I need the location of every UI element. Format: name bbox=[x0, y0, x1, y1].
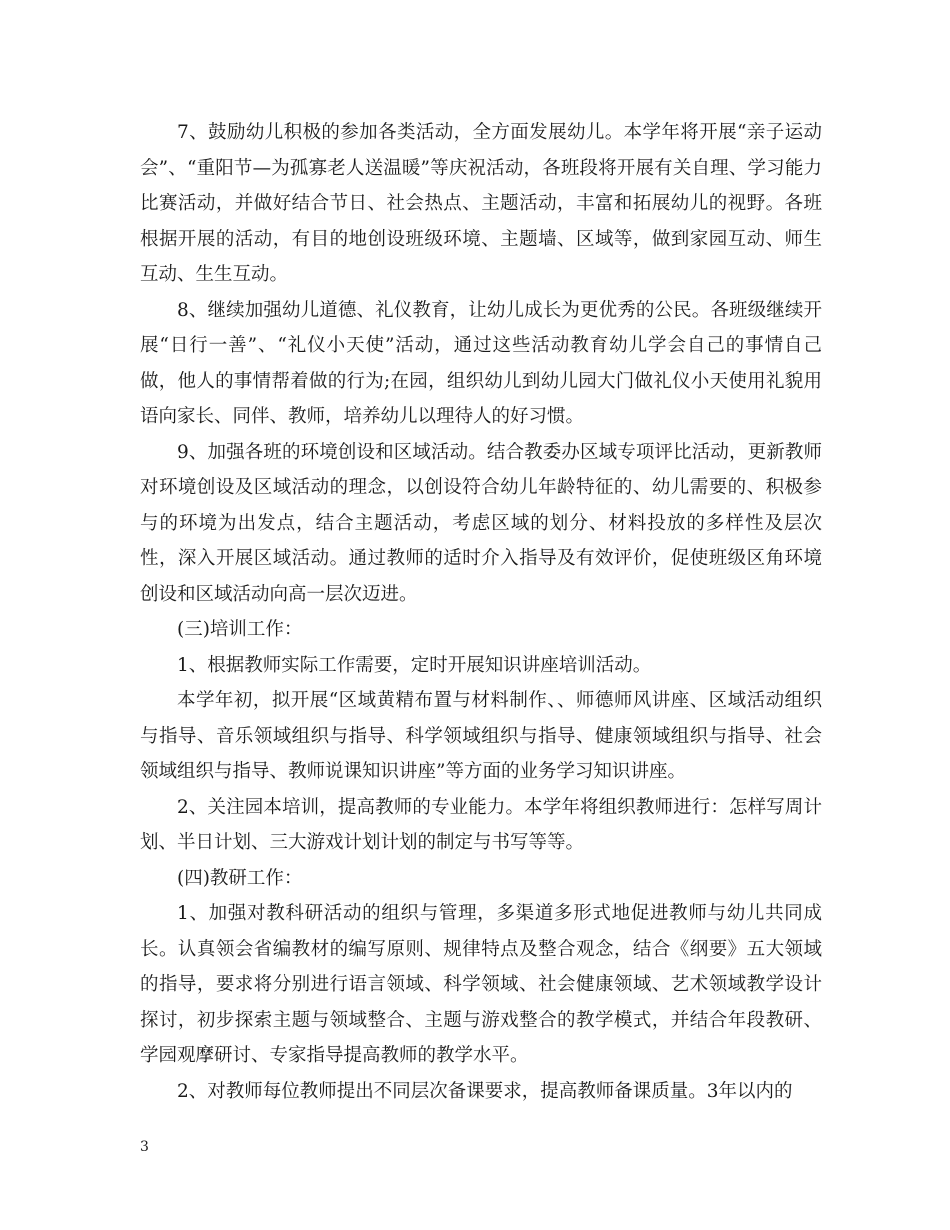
section-heading-training: (三)培训工作： bbox=[177, 619, 303, 640]
paragraph-research-1: 1、加强对教科研活动的组织与管理，多渠道多形式地促进教师与幼儿共同成长。认真领会省编教材的编写原则、规律特点及整合观念，结合《纲要》五大领域的指导，要求将分别进行语言领域、科学领域、社会健康领域、艺术领域教学设计探讨，初步探索主题与领域整合、主题与游戏整合的教学模式，并结合年段教研、学园观摩研讨、专家指导提高教师的教学水平。 bbox=[140, 903, 822, 1066]
paragraph-item-9: 9、加强各班的环境创设和区域活动。结合教委办区域专项评比活动，更新教师对环境创设及区域活动的理念，以创设符合幼儿年龄特征的、幼儿需要的、积极参与的环境为出发点，结合主题活动，考虑区域的划分、材料投放的多样性及层次性，深入开展区域活动。通过教师的适时介入指导及有效评价，促使班级区角环境创设和区域活动向高一层次迈进。 bbox=[140, 441, 822, 605]
document-body bbox=[140, 115, 822, 1109]
paragraph-item-8: 8、继续加强幼儿道德、礼仪教育，让幼儿成长为更优秀的公民。各班级继续开展“日行一善”、“礼仪小天使”活动，通过这些活动教育幼儿学会自己的事情自己做，他人的事情帮着做的行为;在园，组织幼儿到幼儿园大门做礼仪小天使用礼貌用语向家长、同伴、教师，培养幼儿以理待人的好习惯。 bbox=[140, 299, 822, 427]
section-heading-research: (四)教研工作： bbox=[177, 867, 303, 889]
paragraph-research-2: 2、对教师每位教师提出不同层次备课要求，提高教师备课质量。3年以内的 bbox=[177, 1080, 793, 1102]
paragraph-training-2: 2、关注园本培训，提高教师的专业能力。本学年将组织教师进行：怎样写周计划、半日计划、三大游戏计划计划的制定与书写等等。 bbox=[140, 796, 822, 853]
paragraph-training-1: 1、根据教师实际工作需要，定时开展知识讲座培训活动。 bbox=[177, 654, 652, 676]
paragraph-training-lectures: 本学年初，拟开展“区域黄精布置与材料制作、、师德师风讲座、区域活动组织与指导、音乐领域组织与指导、科学领域组织与指导、健康领域组织与指导、社会领域组织与指导、教师说课知识讲座”等方面的业务学习知识讲座。 bbox=[140, 690, 822, 782]
paragraph-item-7: 7、鼓励幼儿积极的参加各类活动，全方面发展幼儿。本学年将开展“亲子运动会”、“重阳节—为孤寡老人送温暖”等庆祝活动，各班段将开展有关自理、学习能力比赛活动，并做好结合节日、社会热点、主题活动，丰富和拓展幼儿的视野。各班根据开展的活动，有目的地创设班级环境、主题墙、区域等，做到家园互动、师生互动、生生互动。 bbox=[140, 122, 822, 285]
page-number: 3 bbox=[140, 1139, 149, 1155]
